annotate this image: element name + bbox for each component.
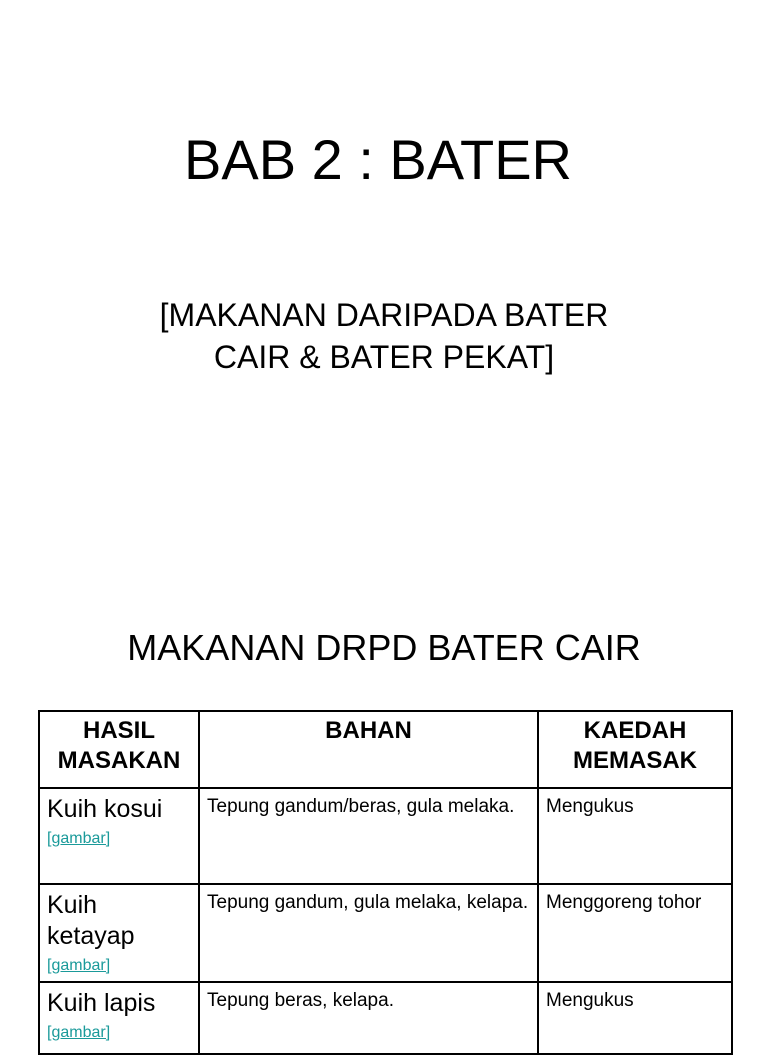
ingredients-cell: Tepung gandum/beras, gula melaka. — [199, 788, 538, 884]
image-link[interactable]: [gambar] — [47, 957, 111, 974]
method-cell: Mengukus — [538, 788, 732, 884]
ingredients-cell: Tepung beras, kelapa. — [199, 982, 538, 1054]
ingredients-cell: Tepung gandum, gula melaka, kelapa. — [199, 884, 538, 982]
dish-name: Kuih kosui — [47, 795, 163, 823]
dish-cell — [39, 982, 199, 1054]
chapter-title: BAB 2 : BATER — [184, 128, 572, 191]
dish-cell — [39, 884, 199, 982]
method-cell: Menggoreng tohor — [538, 884, 732, 982]
header-hasil-masakan: HASIL MASAKAN — [39, 711, 199, 788]
chapter-subtitle — [0, 294, 768, 378]
image-link[interactable]: [gambar] — [47, 1024, 111, 1041]
header-bahan: BAHAN — [199, 711, 538, 788]
table-row — [39, 884, 732, 982]
subtitle-line-1: [MAKANAN DARIPADA BATER — [159, 297, 609, 333]
food-table — [38, 710, 733, 1055]
header-kaedah-memasak: KAEDAH MEMASAK — [538, 711, 732, 788]
section-title: MAKANAN DRPD BATER CAIR — [127, 627, 641, 668]
image-link[interactable]: [gambar] — [47, 830, 111, 847]
table-row — [39, 982, 732, 1054]
dish-cell — [39, 788, 199, 884]
table-row — [39, 788, 732, 884]
subtitle-line-2: CAIR & BATER PEKAT] — [213, 339, 555, 375]
dish-name: Kuih lapis — [47, 989, 156, 1017]
table-header-row — [39, 711, 732, 788]
method-cell: Mengukus — [538, 982, 732, 1054]
dish-name: Kuih ketayap — [47, 891, 135, 950]
